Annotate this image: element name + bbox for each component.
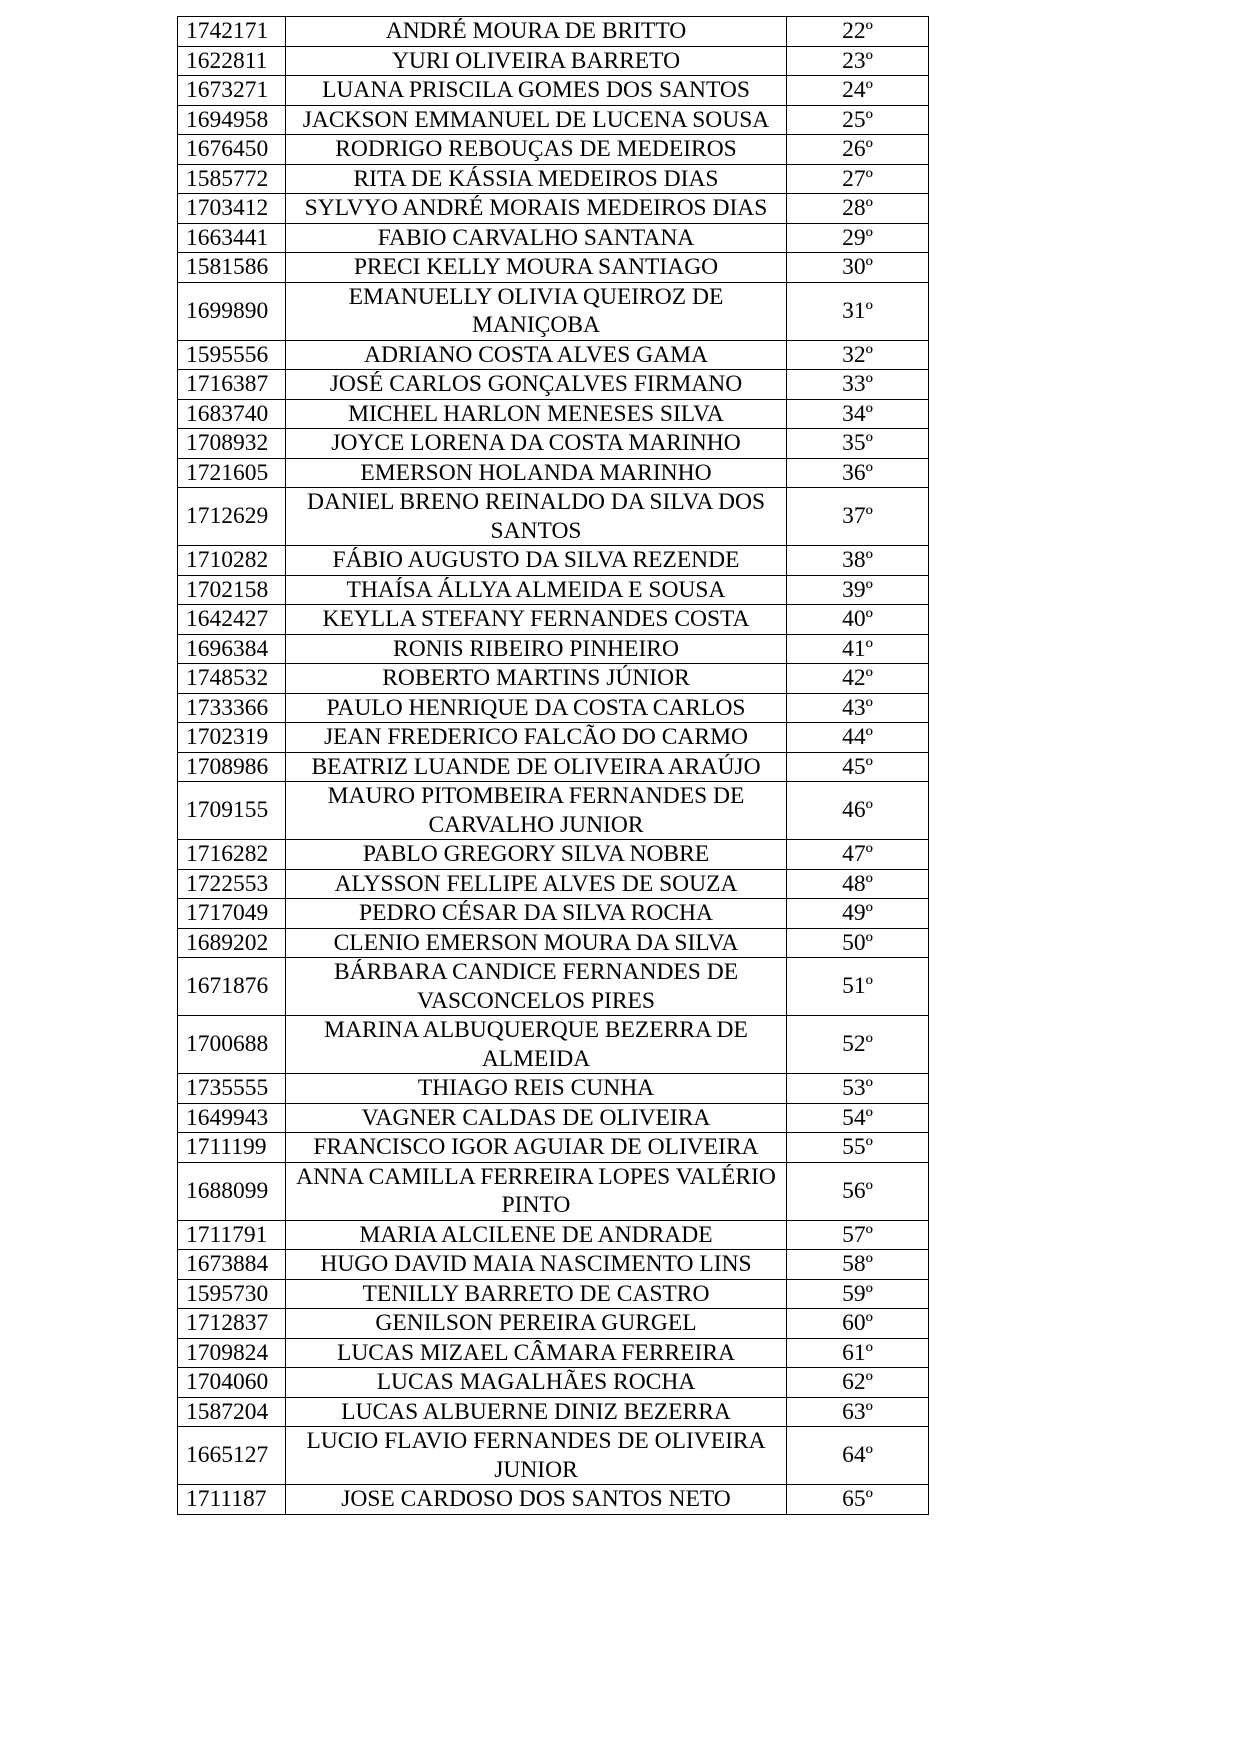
registration-number: 1702158 [178, 575, 286, 605]
registration-number: 1709824 [178, 1338, 286, 1368]
classification-rank: 30º [787, 253, 929, 283]
candidate-name: PAULO HENRIQUE DA COSTA CARLOS [286, 693, 787, 723]
candidate-name: RODRIGO REBOUÇAS DE MEDEIROS [286, 135, 787, 165]
table-row [178, 605, 929, 635]
registration-number: 1748532 [178, 664, 286, 694]
candidate-name: THAÍSA ÁLLYA ALMEIDA E SOUSA [286, 575, 787, 605]
classification-table [177, 16, 929, 1515]
classification-rank: 40º [787, 605, 929, 635]
registration-number: 1696384 [178, 634, 286, 664]
table-row [178, 1074, 929, 1104]
classification-rank: 57º [787, 1220, 929, 1250]
table-row [178, 752, 929, 782]
candidate-name: FABIO CARVALHO SANTANA [286, 223, 787, 253]
registration-number: 1585772 [178, 164, 286, 194]
registration-number: 1716282 [178, 840, 286, 870]
candidate-name: BEATRIZ LUANDE DE OLIVEIRA ARAÚJO [286, 752, 787, 782]
table-row [178, 105, 929, 135]
candidate-name: VAGNER CALDAS DE OLIVEIRA [286, 1103, 787, 1133]
table-row [178, 958, 929, 1016]
registration-number: 1587204 [178, 1397, 286, 1427]
classification-rank: 50º [787, 928, 929, 958]
table-row [178, 664, 929, 694]
table-row [178, 76, 929, 106]
classification-rank: 44º [787, 723, 929, 753]
candidate-name: JEAN FREDERICO FALCÃO DO CARMO [286, 723, 787, 753]
table-row [178, 488, 929, 546]
table-row [178, 1162, 929, 1220]
candidate-name: RONIS RIBEIRO PINHEIRO [286, 634, 787, 664]
candidate-name: JOYCE LORENA DA COSTA MARINHO [286, 429, 787, 459]
table-row [178, 1368, 929, 1398]
table-row [178, 928, 929, 958]
registration-number: 1622811 [178, 46, 286, 76]
candidate-name: LUCIO FLAVIO FERNANDES DE OLIVEIRA JUNIOR [286, 1427, 787, 1485]
registration-number: 1665127 [178, 1427, 286, 1485]
classification-rank: 45º [787, 752, 929, 782]
registration-number: 1649943 [178, 1103, 286, 1133]
table-row [178, 1485, 929, 1515]
table-row [178, 1309, 929, 1339]
classification-rank: 46º [787, 782, 929, 840]
candidate-name: JACKSON EMMANUEL DE LUCENA SOUSA [286, 105, 787, 135]
registration-number: 1717049 [178, 899, 286, 929]
candidate-name: LUANA PRISCILA GOMES DOS SANTOS [286, 76, 787, 106]
registration-number: 1700688 [178, 1016, 286, 1074]
candidate-name: MICHEL HARLON MENESES SILVA [286, 399, 787, 429]
table-row [178, 370, 929, 400]
classification-rank: 56º [787, 1162, 929, 1220]
classification-rank: 41º [787, 634, 929, 664]
registration-number: 1688099 [178, 1162, 286, 1220]
candidate-name: BÁRBARA CANDICE FERNANDES DE VASCONCELOS PIRES [286, 958, 787, 1016]
candidate-name: ANDRÉ MOURA DE BRITTO [286, 17, 787, 47]
table-row [178, 693, 929, 723]
classification-rank: 33º [787, 370, 929, 400]
classification-table-body [178, 17, 929, 1515]
candidate-name: TENILLY BARRETO DE CASTRO [286, 1279, 787, 1309]
table-row [178, 135, 929, 165]
classification-rank: 39º [787, 575, 929, 605]
candidate-name: ADRIANO COSTA ALVES GAMA [286, 340, 787, 370]
classification-rank: 62º [787, 1368, 929, 1398]
table-row [178, 46, 929, 76]
classification-rank: 25º [787, 105, 929, 135]
classification-rank: 65º [787, 1485, 929, 1515]
classification-rank: 31º [787, 282, 929, 340]
classification-rank: 34º [787, 399, 929, 429]
table-row [178, 869, 929, 899]
candidate-name: EMERSON HOLANDA MARINHO [286, 458, 787, 488]
registration-number: 1581586 [178, 253, 286, 283]
registration-number: 1689202 [178, 928, 286, 958]
classification-rank: 47º [787, 840, 929, 870]
registration-number: 1683740 [178, 399, 286, 429]
registration-number: 1735555 [178, 1074, 286, 1104]
table-row [178, 429, 929, 459]
classification-rank: 53º [787, 1074, 929, 1104]
table-row [178, 458, 929, 488]
candidate-name: PRECI KELLY MOURA SANTIAGO [286, 253, 787, 283]
table-row [178, 340, 929, 370]
registration-number: 1708986 [178, 752, 286, 782]
table-row [178, 1427, 929, 1485]
registration-number: 1712629 [178, 488, 286, 546]
registration-number: 1709155 [178, 782, 286, 840]
table-row [178, 1220, 929, 1250]
registration-number: 1711199 [178, 1133, 286, 1163]
table-row [178, 1016, 929, 1074]
registration-number: 1716387 [178, 370, 286, 400]
registration-number: 1676450 [178, 135, 286, 165]
classification-rank: 37º [787, 488, 929, 546]
registration-number: 1671876 [178, 958, 286, 1016]
registration-number: 1722553 [178, 869, 286, 899]
table-row [178, 1133, 929, 1163]
classification-rank: 54º [787, 1103, 929, 1133]
table-row [178, 1103, 929, 1133]
classification-rank: 59º [787, 1279, 929, 1309]
classification-rank: 28º [787, 194, 929, 224]
candidate-name: RITA DE KÁSSIA MEDEIROS DIAS [286, 164, 787, 194]
registration-number: 1642427 [178, 605, 286, 635]
registration-number: 1702319 [178, 723, 286, 753]
registration-number: 1694958 [178, 105, 286, 135]
candidate-name: GENILSON PEREIRA GURGEL [286, 1309, 787, 1339]
candidate-name: JOSE CARDOSO DOS SANTOS NETO [286, 1485, 787, 1515]
candidate-name: ROBERTO MARTINS JÚNIOR [286, 664, 787, 694]
table-row [178, 399, 929, 429]
classification-rank: 27º [787, 164, 929, 194]
classification-rank: 49º [787, 899, 929, 929]
registration-number: 1699890 [178, 282, 286, 340]
candidate-name: LUCAS MAGALHÃES ROCHA [286, 1368, 787, 1398]
table-row [178, 194, 929, 224]
classification-rank: 51º [787, 958, 929, 1016]
table-row [178, 840, 929, 870]
candidate-name: THIAGO REIS CUNHA [286, 1074, 787, 1104]
registration-number: 1721605 [178, 458, 286, 488]
registration-number: 1704060 [178, 1368, 286, 1398]
candidate-name: DANIEL BRENO REINALDO DA SILVA DOS SANTOS [286, 488, 787, 546]
candidate-name: PEDRO CÉSAR DA SILVA ROCHA [286, 899, 787, 929]
registration-number: 1673884 [178, 1250, 286, 1280]
table-row [178, 253, 929, 283]
candidate-name: HUGO DAVID MAIA NASCIMENTO LINS [286, 1250, 787, 1280]
classification-rank: 24º [787, 76, 929, 106]
table-row [178, 546, 929, 576]
classification-rank: 43º [787, 693, 929, 723]
registration-number: 1711187 [178, 1485, 286, 1515]
candidate-name: SYLVYO ANDRÉ MORAIS MEDEIROS DIAS [286, 194, 787, 224]
table-row [178, 1250, 929, 1280]
registration-number: 1742171 [178, 17, 286, 47]
table-row [178, 782, 929, 840]
table-row [178, 1279, 929, 1309]
table-row [178, 1397, 929, 1427]
table-row [178, 164, 929, 194]
classification-rank: 60º [787, 1309, 929, 1339]
candidate-name: MARIA ALCILENE DE ANDRADE [286, 1220, 787, 1250]
candidate-name: FÁBIO AUGUSTO DA SILVA REZENDE [286, 546, 787, 576]
classification-rank: 52º [787, 1016, 929, 1074]
classification-rank: 63º [787, 1397, 929, 1427]
candidate-name: KEYLLA STEFANY FERNANDES COSTA [286, 605, 787, 635]
table-row [178, 899, 929, 929]
table-row [178, 1338, 929, 1368]
candidate-name: YURI OLIVEIRA BARRETO [286, 46, 787, 76]
classification-rank: 64º [787, 1427, 929, 1485]
classification-rank: 48º [787, 869, 929, 899]
candidate-name: JOSÉ CARLOS GONÇALVES FIRMANO [286, 370, 787, 400]
registration-number: 1673271 [178, 76, 286, 106]
candidate-name: EMANUELLY OLIVIA QUEIROZ DE MANIÇOBA [286, 282, 787, 340]
registration-number: 1595556 [178, 340, 286, 370]
classification-rank: 36º [787, 458, 929, 488]
table-row [178, 282, 929, 340]
classification-rank: 26º [787, 135, 929, 165]
classification-rank: 23º [787, 46, 929, 76]
classification-rank: 58º [787, 1250, 929, 1280]
candidate-name: ALYSSON FELLIPE ALVES DE SOUZA [286, 869, 787, 899]
candidate-name: LUCAS MIZAEL CÂMARA FERREIRA [286, 1338, 787, 1368]
registration-number: 1710282 [178, 546, 286, 576]
candidate-name: FRANCISCO IGOR AGUIAR DE OLIVEIRA [286, 1133, 787, 1163]
candidate-name: ANNA CAMILLA FERREIRA LOPES VALÉRIO PINTO [286, 1162, 787, 1220]
table-row [178, 634, 929, 664]
classification-rank: 61º [787, 1338, 929, 1368]
candidate-name: CLENIO EMERSON MOURA DA SILVA [286, 928, 787, 958]
candidate-name: LUCAS ALBUERNE DINIZ BEZERRA [286, 1397, 787, 1427]
classification-rank: 42º [787, 664, 929, 694]
candidate-name: PABLO GREGORY SILVA NOBRE [286, 840, 787, 870]
table-row [178, 17, 929, 47]
registration-number: 1663441 [178, 223, 286, 253]
table-row [178, 723, 929, 753]
classification-rank: 29º [787, 223, 929, 253]
registration-number: 1703412 [178, 194, 286, 224]
table-row [178, 575, 929, 605]
registration-number: 1708932 [178, 429, 286, 459]
table-row [178, 223, 929, 253]
registration-number: 1595730 [178, 1279, 286, 1309]
registration-number: 1711791 [178, 1220, 286, 1250]
registration-number: 1712837 [178, 1309, 286, 1339]
classification-rank: 32º [787, 340, 929, 370]
candidate-name: MARINA ALBUQUERQUE BEZERRA DE ALMEIDA [286, 1016, 787, 1074]
classification-rank: 55º [787, 1133, 929, 1163]
registration-number: 1733366 [178, 693, 286, 723]
classification-rank: 35º [787, 429, 929, 459]
classification-rank: 38º [787, 546, 929, 576]
candidate-name: MAURO PITOMBEIRA FERNANDES DE CARVALHO JUNIOR [286, 782, 787, 840]
classification-rank: 22º [787, 17, 929, 47]
